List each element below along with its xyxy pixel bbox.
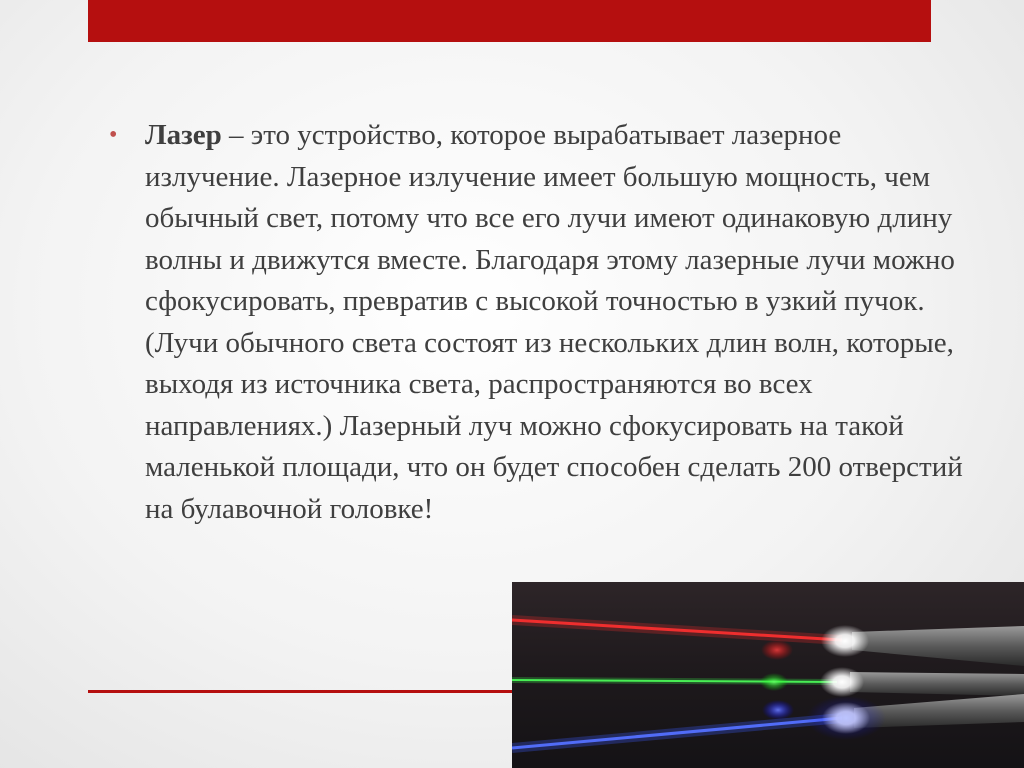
top-accent-bar — [88, 0, 931, 42]
laser-pen-blue — [806, 694, 1024, 740]
laser-pen-red — [821, 625, 1024, 666]
red-laser-beam — [512, 620, 842, 660]
bottom-accent-line — [88, 690, 513, 693]
bullet-text: – это устройство, которое вырабатывает лазерное излучение. Лазерное излучение имеет большую мощность, чем обычный свет, потому что все его лучи имеют одинаковую длину волны и движутся вместе. Благодаря этому лазерные лучи можно сфокусировать, превратив с высокой точностью в узкий пучок. (Лучи обычного света состоят из нескольких длин волн, которые, выходя из источника света, распространяются во всех направлениях.) Лазерный луч можно сфокусировать на такой маленькой площади, что он будет способен сделать 200 отверстий на булавочной головке! — [145, 119, 963, 525]
slide-body — [109, 115, 970, 530]
green-laser-beam — [512, 673, 837, 691]
blue-laser-beam — [512, 700, 842, 748]
laser-pen-green — [820, 667, 1024, 697]
term-laser: Лазер — [145, 119, 222, 151]
laser-photo — [512, 582, 1024, 768]
bullet-marker: • — [109, 122, 118, 148]
